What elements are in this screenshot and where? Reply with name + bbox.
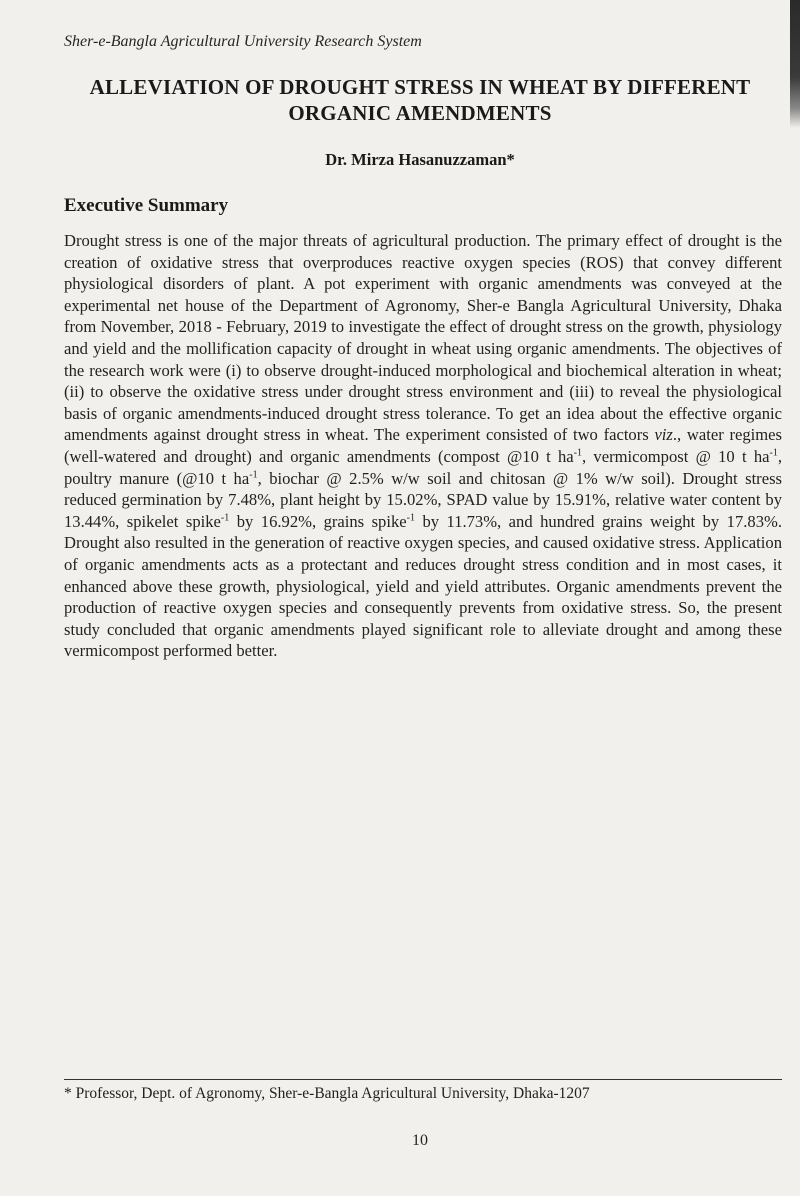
superscript-text: -1 bbox=[406, 512, 415, 524]
summary-text: , vermicompost @ 10 t ha bbox=[582, 446, 770, 466]
section-heading: Executive Summary bbox=[64, 195, 229, 216]
summary-text: , biochar @ 2.5% w/w soil and chitosan @ 1% w/w soil). Drought stress reduced germination by 7.48%, plant height by 15.02%, SPAD value by 15.91%, relative water content by 13.44%, spikelet spike bbox=[64, 468, 782, 531]
summary-text: by 16.92%, grains spike bbox=[229, 511, 407, 531]
page-number: 10 bbox=[412, 1132, 428, 1149]
article-title: ALLEVIATION OF DROUGHT STRESS IN WHEAT BY DIFFERENT ORGANIC AMENDMENTS bbox=[89, 75, 751, 125]
footnote: * Professor, Dept. of Agronomy, Sher-e-Bangla Agricultural University, Dhaka-1207 bbox=[64, 1085, 590, 1102]
summary-text: ., water regimes (well-watered and drought) and organic amendments (compost @10 t ha bbox=[64, 425, 782, 466]
executive-summary-paragraph bbox=[64, 230, 782, 662]
summary-text: by 11.73%, and hundred grains weight by 17.83%. Drought also resulted in the generation of reactive oxygen species, and caused oxidative stress. Application of organic amendments acts as a protectant and reduces drought stress condition and in most cases, it enhanced above these growth, physiological, yield and yield attributes. Organic amendments prevent the production of reactive oxygen species and consequently prevents from oxidative stress. So, the present study concluded that organic amendments played significant role to alleviate drought and among these vermicompost performed better. bbox=[64, 511, 782, 661]
superscript-text: -1 bbox=[249, 469, 258, 480]
author-name: Dr. Mirza Hasanuzzaman* bbox=[325, 150, 515, 169]
scan-edge-mark bbox=[790, 0, 800, 128]
footnote-divider bbox=[64, 1079, 782, 1080]
superscript-text: -1 bbox=[573, 447, 583, 459]
running-header: Sher-e-Bangla Agricultural University Research System bbox=[64, 33, 422, 50]
summary-text: , poultry manure (@10 t ha bbox=[64, 446, 782, 488]
superscript-text: -1 bbox=[769, 447, 778, 459]
italic-text: viz bbox=[654, 425, 673, 445]
summary-text: Drought stress is one of the major threats of agricultural production. The primary effect of drought is the creation of oxidative stress that overproduces reactive oxygen species (ROS) that convey different physiological disorders of plant. A pot experiment with organic amendments was conveyed at the experimental net house of the Department of Agronomy, Sher-e Bangla Agricultural University, Dhaka from November, 2018 - February, 2019 to investigate the effect of drought stress on the growth, physiology and yield and the mollification capacity of drought in wheat using organic amendments. The objectives of the research work were (i) to observe drought-induced morphological and biochemical alteration in wheat; (ii) to observe the oxidative stress under drought stress environment and (iii) to reveal the physiological basis of organic amendments-induced drought stress tolerance. To get an idea about the effective organic amendments against drought stress in wheat. The experiment consisted of two factors bbox=[64, 231, 782, 445]
superscript-text: -1 bbox=[220, 512, 230, 524]
